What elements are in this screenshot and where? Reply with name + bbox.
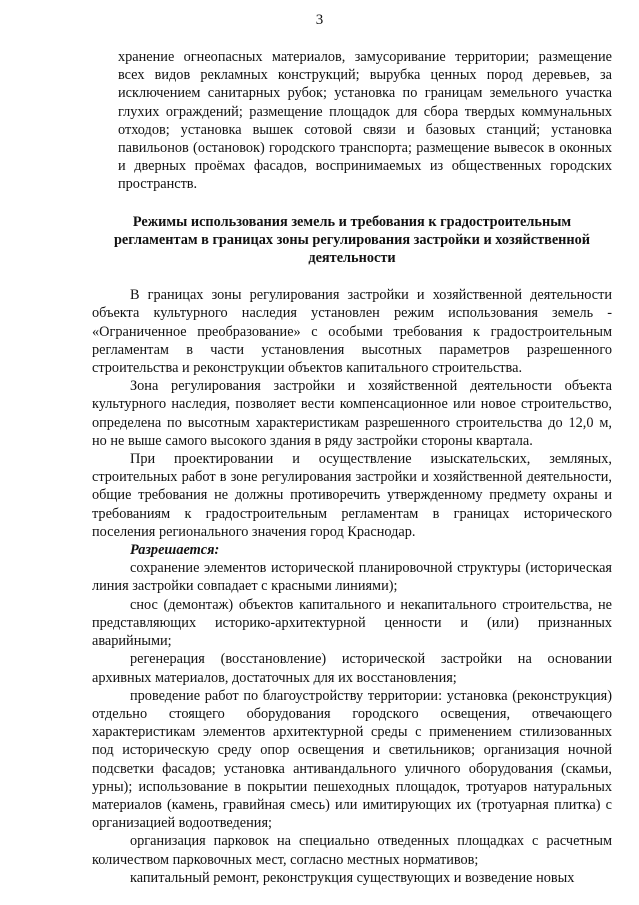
document-body [92, 48, 612, 887]
page-number: 3 [315, 12, 324, 28]
paragraph-regime: В границах зоны регулирования застройки и хозяйственной деятельности объекта культурного наследия установлен режим использования земель - «Ограниченное преобразование» с особыми требования к градостроительным регламентам в части установления высотных параметров разрешенного строительства и реконструкции объектов капитального строительства. [92, 287, 612, 377]
permitted-label: Разрешается: [130, 542, 220, 559]
list-item: снос (демонтаж) объектов капитального и некапитального строительства, не представляющих историко-архитектурной ценности и (или) признанных аварийными; [92, 596, 612, 650]
list-item: проведение работ по благоустройству территории: установка (реконструкция) отдельно стоящего оборудования городского освещения, отвечающего характеристикам элементов архитектурной среды с применением стилизованных под историческую среду опор освещения и светильников; организация ночной подсветки фасадов; установка антивандального уличного оборудования (скамьи, урны); использование в покрытии пешеходных площадок, тротуаров натуральных материалов (камень, гравийная смесь) или имитирующих их (тротуарная плитка) с организацией водоотведения; [92, 687, 612, 832]
list-item: организация парковок на специально отведенных площадках с расчетным количеством парковочных мест, согласно местных нормативов; [92, 833, 612, 868]
paragraph-design: При проектировании и осуществление изыскательских, земляных, строительных работ в зоне регулирования застройки и хозяйственной деятельности, общие требования не должны противоречить утвержденному предмету охраны и требованиям к градостроительным регламентам в границах исторического поселения регионального значения город Краснодар. [92, 451, 612, 540]
list-item: регенерация (восстановление) исторической застройки на основании архивных материалов, достаточных для их восстановления; [92, 651, 612, 686]
paragraph-zone: Зона регулирования застройки и хозяйственной деятельности объекта культурного наследия, позволяет вести компенсационное или новое строительство, определена по высотным характеристикам разрешенного строительства до 12,0 м, но не выше самого высокого здания в ряду застройки стороны квартала. [92, 378, 612, 449]
section-heading: Режимы использования земель и требования к градостроительным регламентам в границах зоны регулирования застройки и хозяйственной деятельности [113, 213, 591, 267]
list-item: капитальный ремонт, реконструкция существующих и возведение новых [130, 869, 575, 886]
intro-paragraph: хранение огнеопасных материалов, замусоривание территории; размещение всех видов рекламных конструкций; вырубка ценных пород деревьев, за исключением санитарных рубок; установка по границам земельного участка глухих ограждений; размещение площадок для сбора твердых коммунальных отходов; установка вышек сотовой связи и базовых станций; установка павильонов (остановок) городского транспорта; размещение вывесок в оконных и дверных проёмах фасадов, воспринимаемых из общественных городских пространств. [118, 49, 612, 193]
list-item: сохранение элементов исторической планировочной структуры (историческая линия застройки совпадает с красными линиями); [92, 560, 612, 595]
